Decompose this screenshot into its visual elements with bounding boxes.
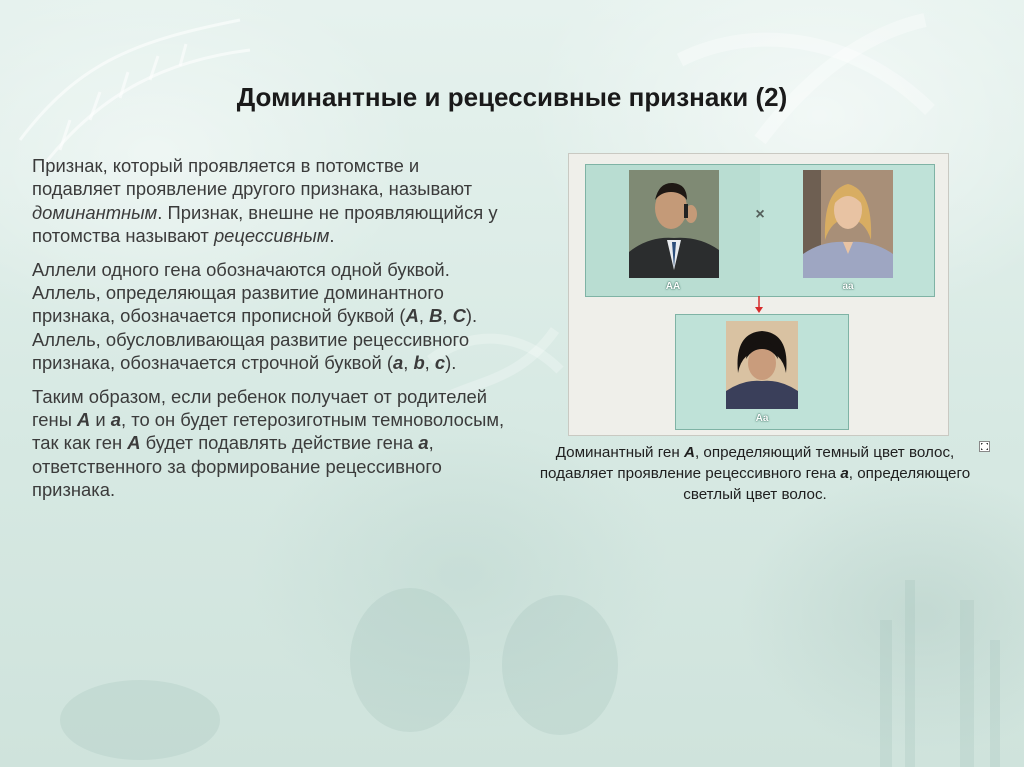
parents-panel	[585, 164, 935, 297]
mother-photo	[803, 170, 893, 278]
paragraph-conclusion: Таким образом, если ребенок получает от родителей гены A и a, то он будет гетерозиготным темноволосым, так как ген A будет подавлять действие гена a, ответственного за формирование рецессивного признака.	[32, 385, 505, 501]
child-photo	[726, 321, 798, 409]
cross-icon: ×	[755, 206, 765, 223]
paragraph-dominance-definition: Признак, который проявляется в потомстве и подавляет проявление другого признака, называют доминантным. Признак, внешне не проявляющийся у потомства называют рецессивным.	[32, 155, 498, 247]
figure-caption: Доминантный ген A, определяющий темный цвет волос, подавляет проявление рецессивного гена a, определяющего светлый цвет волос.	[539, 444, 971, 503]
mother-genotype-label: aa	[842, 281, 854, 292]
paragraph-allele-notation: Аллели одного гена обозначаются одной буквой. Аллель, определяющая развитие доминантного признака, обозначается прописной буквой (A, B, C). Аллель, обусловливающая развитие рецессивного признака, обозначается строчной буквой (a, b, c).	[32, 258, 478, 374]
slide-title: Доминантные и рецессивные признаки (2)	[236, 82, 788, 112]
child-panel	[675, 314, 849, 430]
body-text	[32, 154, 507, 512]
father-photo	[629, 170, 719, 278]
inheritance-figure	[568, 153, 949, 436]
child-genotype-label: Aa	[755, 413, 769, 424]
arrow-down-icon	[753, 296, 765, 314]
father-genotype-label: AA	[665, 281, 681, 292]
expand-icon[interactable]	[979, 441, 990, 452]
